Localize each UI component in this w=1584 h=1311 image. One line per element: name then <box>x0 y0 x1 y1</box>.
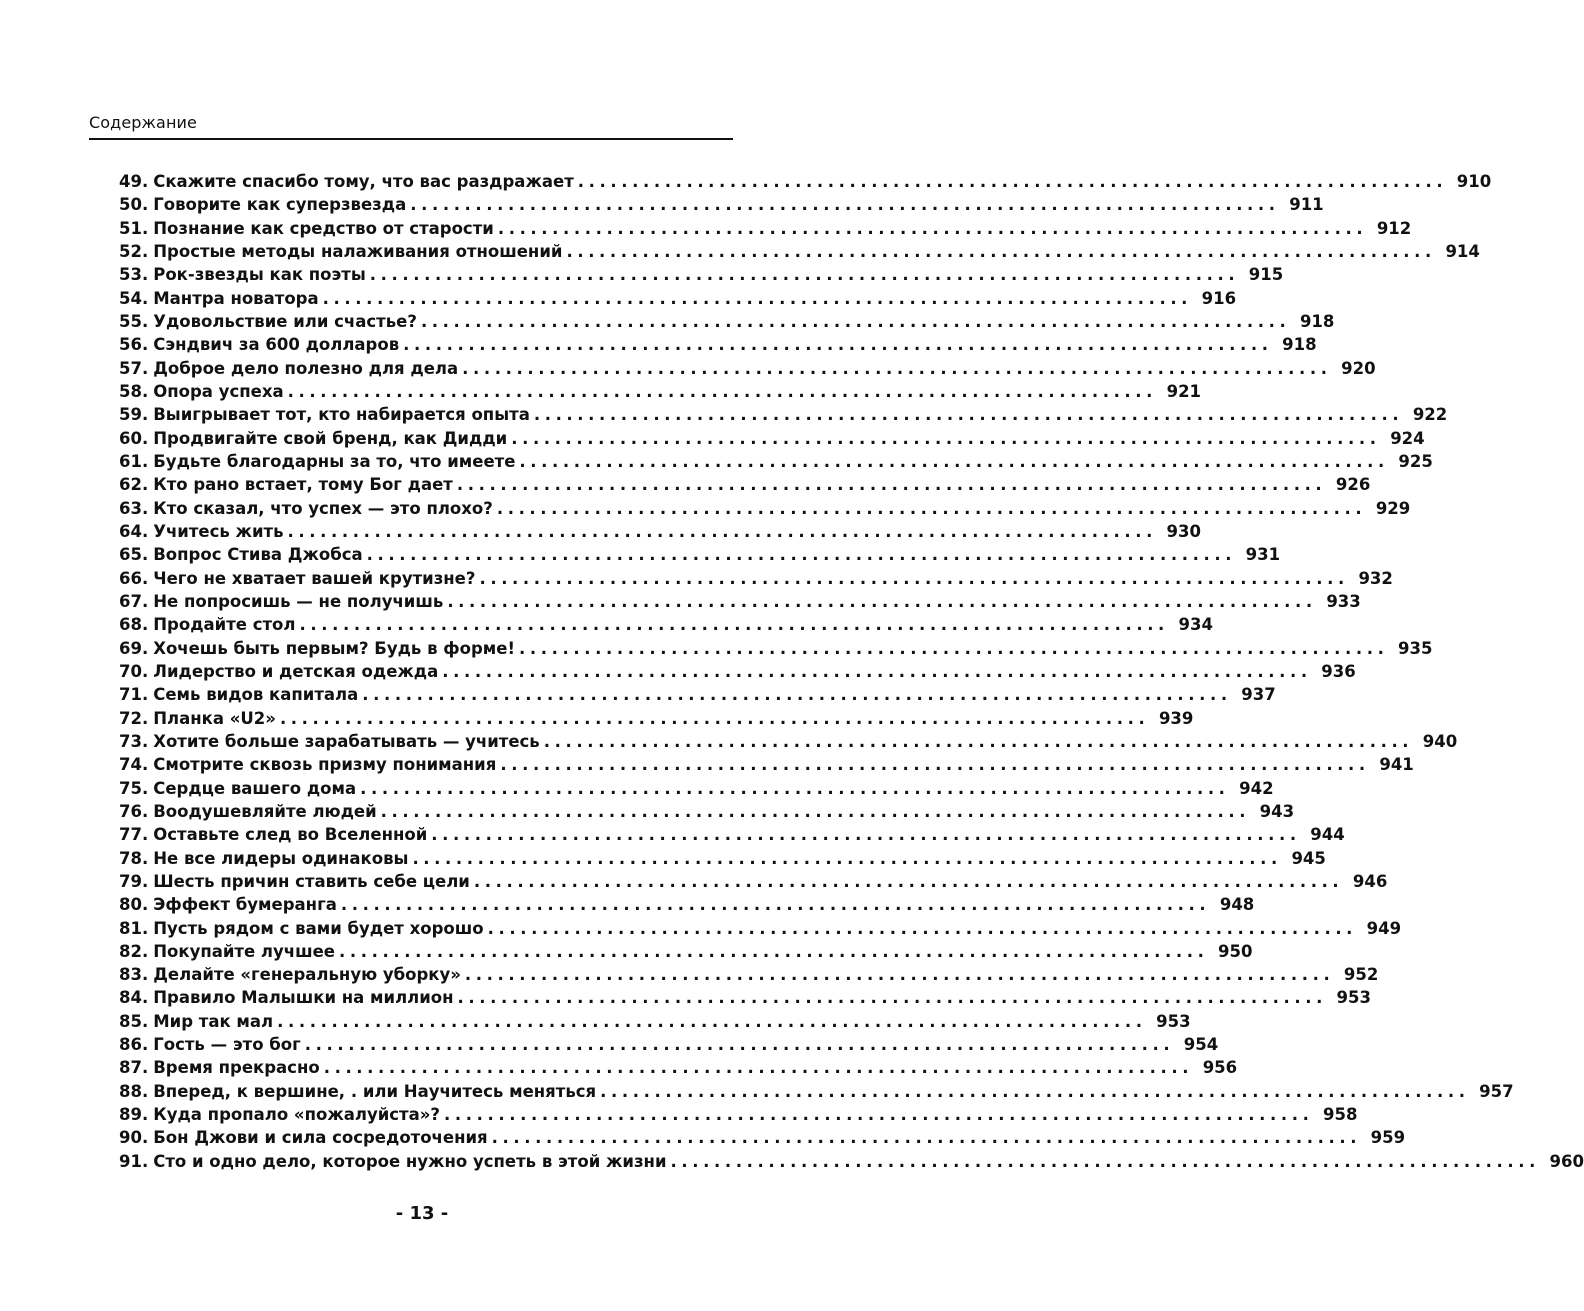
running-header-title: Содержание <box>89 113 197 132</box>
toc-dot-leader: ................................................................................ <box>287 521 1157 541</box>
toc-entry-title: Куда пропало «пожалуйста»? <box>153 1105 440 1125</box>
toc-entry-number: 58. <box>119 381 149 401</box>
toc-entry-page: 948 <box>1219 895 1255 915</box>
toc-entry <box>119 1103 1358 1126</box>
toc-entry <box>119 357 1376 380</box>
toc-dot-leader: ................................................................................ <box>369 265 1240 285</box>
toc-entry-number: 61. <box>119 451 149 471</box>
toc-entry-number: 90. <box>119 1128 149 1148</box>
toc-entry-number: 89. <box>119 1105 149 1125</box>
toc-entry-number: 79. <box>119 871 149 891</box>
toc-dot-leader: ................................................................................ <box>519 451 1389 471</box>
toc-entry-page: 918 <box>1282 335 1317 355</box>
toc-entry-title: Скажите спасибо тому, что вас раздражает <box>153 172 574 191</box>
toc-entry <box>119 520 1201 543</box>
toc-entry-title: Чего не хватает вашей крутизне? <box>153 568 476 588</box>
toc-entry-page: 910 <box>1456 172 1492 191</box>
toc-entry-page: 956 <box>1202 1058 1238 1078</box>
toc-entry-title: Продвигайте свой бренд, как Дидди <box>153 428 508 448</box>
toc-entry-title: Сердце вашего дома <box>153 778 357 798</box>
toc-dot-leader: ................................................................................ <box>456 475 1327 495</box>
toc-entry-page: 918 <box>1299 311 1335 331</box>
toc-entry-number: 52. <box>119 241 149 261</box>
toc-entry <box>119 1033 1219 1056</box>
toc-entry-title: Пусть рядом с вами будет хорошо <box>153 918 484 938</box>
toc-entry-number: 57. <box>119 358 149 378</box>
toc-entry-page: 939 <box>1158 708 1194 728</box>
toc-entry <box>119 427 1425 450</box>
toc-entry <box>119 193 1324 216</box>
toc-entry <box>119 1126 1406 1149</box>
toc-entry <box>119 497 1411 520</box>
toc-entry-title: Кто рано встает, тому Бог дает <box>153 475 453 495</box>
toc-dot-leader: ................................................................................ <box>360 778 1230 798</box>
toc-entry-page: 933 <box>1326 591 1361 611</box>
toc-entry-number: 91. <box>119 1151 149 1171</box>
toc-entry-title: Смотрите сквозь призму понимания <box>153 755 497 775</box>
toc-dot-leader: ................................................................................ <box>462 358 1332 378</box>
toc-entry-title: Продайте стол <box>153 615 296 635</box>
toc-dot-leader: ................................................................................ <box>491 1128 1362 1148</box>
toc-entry-page: 925 <box>1398 451 1433 471</box>
toc-dot-leader: ................................................................................ <box>287 381 1158 401</box>
toc-dot-leader: ................................................................................ <box>380 801 1251 821</box>
toc-entry <box>119 986 1371 1009</box>
toc-entry-page: 943 <box>1259 801 1295 821</box>
toc-entry-number: 71. <box>119 685 149 705</box>
toc-entry-title: Говорите как суперзвезда <box>153 195 407 215</box>
toc-entry-title: Простые методы налаживания отношений <box>153 241 563 261</box>
toc-entry-title: Хотите больше зарабатывать — учитесь <box>153 731 540 751</box>
toc-entry <box>119 1080 1514 1103</box>
toc-entry-number: 53. <box>119 265 149 285</box>
toc-entry-title: Познание как средство от старости <box>153 218 494 238</box>
toc-entry-title: Не попросишь — не получишь <box>153 591 444 611</box>
toc-entry-title: Опора успеха <box>153 381 284 401</box>
toc-entry-number: 50. <box>119 195 149 215</box>
toc-entry-number: 63. <box>119 498 149 518</box>
toc-entry-number: 85. <box>119 1011 149 1031</box>
toc-entry <box>119 170 1492 193</box>
toc-entry-page: 944 <box>1310 825 1345 845</box>
toc-dot-leader: ................................................................................ <box>496 498 1367 518</box>
toc-dot-leader: ................................................................................ <box>447 591 1317 611</box>
toc-dot-leader: ................................................................................ <box>487 918 1358 938</box>
toc-entry-number: 66. <box>119 568 149 588</box>
toc-entry-page: 916 <box>1201 288 1237 308</box>
toc-entry-title: Бон Джови и сила сосредоточения <box>153 1128 488 1148</box>
toc-entry-title: Доброе дело полезно для дела <box>153 358 459 378</box>
toc-entry-number: 72. <box>119 708 149 728</box>
toc-entry <box>119 287 1237 310</box>
toc-entry <box>119 403 1448 426</box>
toc-entry-page: 929 <box>1375 498 1411 518</box>
toc-dot-leader: ................................................................................ <box>304 1035 1175 1055</box>
toc-dot-leader: ................................................................................ <box>431 825 1301 845</box>
toc-entry <box>119 963 1379 986</box>
toc-entry-title: Мир так мал <box>153 1011 274 1031</box>
toc-entry-page: 942 <box>1239 778 1274 798</box>
toc-entry-title: Вперед, к вершине, . или Научитесь меняться <box>153 1081 597 1101</box>
toc-entry-title: Время прекрасно <box>153 1058 320 1078</box>
toc-dot-leader: ................................................................................ <box>299 615 1169 635</box>
toc-entry-page: 952 <box>1343 965 1379 985</box>
toc-dot-leader: ................................................................................ <box>410 195 1280 215</box>
toc-entry-title: Сто и одно дело, которое нужно успеть в этой жизни <box>153 1151 667 1171</box>
toc-entry-page: 926 <box>1335 475 1371 495</box>
toc-entry-title: Не все лидеры одинаковы <box>153 848 409 868</box>
toc-entry <box>119 893 1255 916</box>
toc-entry-number: 78. <box>119 848 149 868</box>
toc-entry-page: 960 <box>1549 1151 1584 1171</box>
toc-entry <box>119 1056 1238 1079</box>
page-number: - 13 - <box>395 1203 449 1224</box>
toc-entry <box>119 847 1326 870</box>
toc-entry <box>119 333 1317 356</box>
toc-dot-leader: ................................................................................ <box>323 1058 1194 1078</box>
toc-entry-number: 62. <box>119 475 149 495</box>
toc-dot-leader: ................................................................................ <box>479 568 1349 588</box>
toc-entry-number: 77. <box>119 825 149 845</box>
toc-entry-page: 950 <box>1218 941 1253 961</box>
toc-entry-page: 924 <box>1390 428 1425 448</box>
toc-entry <box>119 637 1433 660</box>
toc-entry-number: 87. <box>119 1058 149 1078</box>
toc-entry-page: 914 <box>1445 241 1480 261</box>
toc-entry-number: 73. <box>119 731 149 751</box>
toc-entry-page: 946 <box>1352 871 1388 891</box>
toc-entry-page: 931 <box>1245 545 1281 565</box>
toc-entry-title: Правило Малышки на миллион <box>153 988 454 1008</box>
toc-entry-title: Покупайте лучшее <box>153 941 336 961</box>
toc-dot-leader: ................................................................................ <box>403 335 1273 355</box>
toc-dot-leader: ................................................................................ <box>442 661 1312 681</box>
toc-dot-leader: ................................................................................ <box>670 1151 1540 1171</box>
toc-dot-leader: ................................................................................ <box>519 638 1389 658</box>
toc-entry-title: Рок-звезды как поэты <box>153 265 366 285</box>
toc-entry-number: 75. <box>119 778 149 798</box>
toc-entry <box>119 543 1281 566</box>
toc-entry-number: 55. <box>119 311 149 331</box>
toc-entry-title: Мантра новатора <box>153 288 319 308</box>
toc-dot-leader: ................................................................................ <box>277 1011 1147 1031</box>
toc-entry <box>119 473 1371 496</box>
toc-entry-number: 64. <box>119 521 149 541</box>
toc-entry-number: 82. <box>119 941 149 961</box>
toc-entry-title: Сэндвич за 600 долларов <box>153 335 400 355</box>
toc-entry-page: 911 <box>1289 195 1324 215</box>
toc-entry-title: Вопрос Стива Джобса <box>153 545 363 565</box>
toc-dot-leader: ................................................................................ <box>366 545 1237 565</box>
toc-entry-page: 958 <box>1323 1105 1358 1125</box>
toc-dot-leader: ................................................................................ <box>444 1105 1314 1125</box>
toc-entry <box>119 870 1388 893</box>
toc-entry <box>119 380 1202 403</box>
toc-entry-number: 76. <box>119 801 149 821</box>
toc-entry-page: 912 <box>1376 218 1412 238</box>
toc-entry-number: 86. <box>119 1035 149 1055</box>
toc-dot-leader: ................................................................................ <box>577 172 1448 191</box>
toc-entry-title: Воодушевляйте людей <box>153 801 377 821</box>
toc-entry-title: Эффект бумеранга <box>153 895 337 915</box>
toc-entry-title: Выигрывает тот, кто набирается опыта <box>153 405 530 425</box>
toc-entry-title: Планка «U2» <box>153 708 276 728</box>
toc-entry-page: 954 <box>1183 1035 1219 1055</box>
toc-entry <box>119 613 1213 636</box>
toc-dot-leader: ................................................................................ <box>322 288 1193 308</box>
toc-dot-leader: ................................................................................ <box>511 428 1381 448</box>
toc-entry-number: 51. <box>119 218 149 238</box>
toc-entry-title: Семь видов капитала <box>153 685 359 705</box>
toc-dot-leader: ................................................................................ <box>340 895 1211 915</box>
toc-entry-page: 935 <box>1398 638 1433 658</box>
toc-dot-leader: ................................................................................ <box>473 871 1344 891</box>
toc-entry-title: Кто сказал, что успех — это плохо? <box>153 498 493 518</box>
toc-dot-leader: ................................................................................ <box>457 988 1327 1008</box>
toc-dot-leader: ................................................................................ <box>464 965 1335 985</box>
toc-entry-number: 59. <box>119 405 149 425</box>
toc-entry-title: Гость — это бог <box>153 1035 301 1055</box>
toc-entry-title: Удовольствие или счастье? <box>153 311 417 331</box>
toc-entry-page: 953 <box>1336 988 1371 1008</box>
toc-entry-number: 60. <box>119 428 149 448</box>
toc-entry <box>119 240 1480 263</box>
toc-entry-page: 921 <box>1166 381 1202 401</box>
toc-entry <box>119 707 1194 730</box>
toc-entry-page: 934 <box>1178 615 1213 635</box>
toc-entry <box>119 660 1356 683</box>
toc-entry-number: 83. <box>119 965 149 985</box>
toc-dot-leader: ................................................................................ <box>420 311 1291 331</box>
running-header <box>89 112 733 140</box>
toc-dot-leader: ................................................................................ <box>339 941 1209 961</box>
toc-entry <box>119 917 1402 940</box>
toc-entry-number: 56. <box>119 335 149 355</box>
toc-dot-leader: ................................................................................ <box>497 218 1368 238</box>
toc-entry <box>119 263 1284 286</box>
toc-dot-leader: ................................................................................ <box>600 1081 1470 1101</box>
toc-entry-page: 949 <box>1366 918 1402 938</box>
toc-entry <box>119 1010 1191 1033</box>
toc-entry-title: Оставьте след во Вселенной <box>153 825 428 845</box>
toc-dot-leader: ................................................................................ <box>543 731 1414 751</box>
toc-entry-number: 68. <box>119 615 149 635</box>
toc-entry-page: 940 <box>1422 731 1458 751</box>
toc-entry-number: 69. <box>119 638 149 658</box>
toc-entry <box>119 310 1335 333</box>
toc-entry <box>119 940 1253 963</box>
toc-entry <box>119 730 1458 753</box>
toc-entry-title: Лидерство и детская одежда <box>153 661 439 681</box>
toc-entry <box>119 800 1295 823</box>
toc-entry-number: 74. <box>119 755 149 775</box>
toc-entry <box>119 450 1433 473</box>
toc-dot-leader: ................................................................................ <box>500 755 1370 775</box>
toc-entry-page: 930 <box>1166 521 1201 541</box>
toc-entry <box>119 823 1345 846</box>
toc-entry <box>119 683 1276 706</box>
toc-entry-page: 957 <box>1479 1081 1514 1101</box>
toc-entry <box>119 590 1361 613</box>
toc-entry-number: 65. <box>119 545 149 565</box>
toc-entry-number: 84. <box>119 988 149 1008</box>
toc-dot-leader: ................................................................................ <box>533 405 1404 425</box>
toc-entry-title: Учитесь жить <box>153 521 284 541</box>
toc-entry-title: Будьте благодарны за то, что имеете <box>153 451 516 471</box>
toc-entry-title: Делайте «генеральную уборку» <box>153 965 461 985</box>
toc-entry-title: Хочешь быть первым? Будь в форме! <box>153 638 516 658</box>
toc-dot-leader: ................................................................................ <box>412 848 1282 868</box>
toc-entry-number: 54. <box>119 288 149 308</box>
toc-entry-page: 959 <box>1370 1128 1406 1148</box>
table-of-contents <box>119 170 1584 1173</box>
toc-entry-number: 80. <box>119 895 149 915</box>
toc-entry <box>119 217 1412 240</box>
toc-entry-number: 88. <box>119 1081 149 1101</box>
toc-dot-leader: ................................................................................ <box>279 708 1150 728</box>
toc-entry <box>119 753 1414 776</box>
toc-entry-page: 936 <box>1321 661 1356 681</box>
toc-entry-page: 937 <box>1241 685 1276 705</box>
toc-entry-page: 953 <box>1156 1011 1191 1031</box>
toc-entry-page: 920 <box>1341 358 1376 378</box>
toc-entry-number: 49. <box>119 172 149 191</box>
toc-entry-number: 70. <box>119 661 149 681</box>
toc-entry-page: 922 <box>1412 405 1448 425</box>
toc-entry <box>119 777 1274 800</box>
toc-dot-leader: ................................................................................ <box>566 241 1436 261</box>
toc-entry-page: 915 <box>1248 265 1284 285</box>
toc-entry-title: Шесть причин ставить себе цели <box>153 871 470 891</box>
toc-entry-page: 932 <box>1358 568 1393 588</box>
toc-entry-number: 81. <box>119 918 149 938</box>
toc-entry <box>119 1150 1584 1173</box>
toc-dot-leader: ................................................................................ <box>362 685 1232 705</box>
toc-entry-number: 67. <box>119 591 149 611</box>
toc-entry-page: 945 <box>1291 848 1326 868</box>
toc-entry-page: 941 <box>1379 755 1414 775</box>
toc-entry <box>119 567 1393 590</box>
